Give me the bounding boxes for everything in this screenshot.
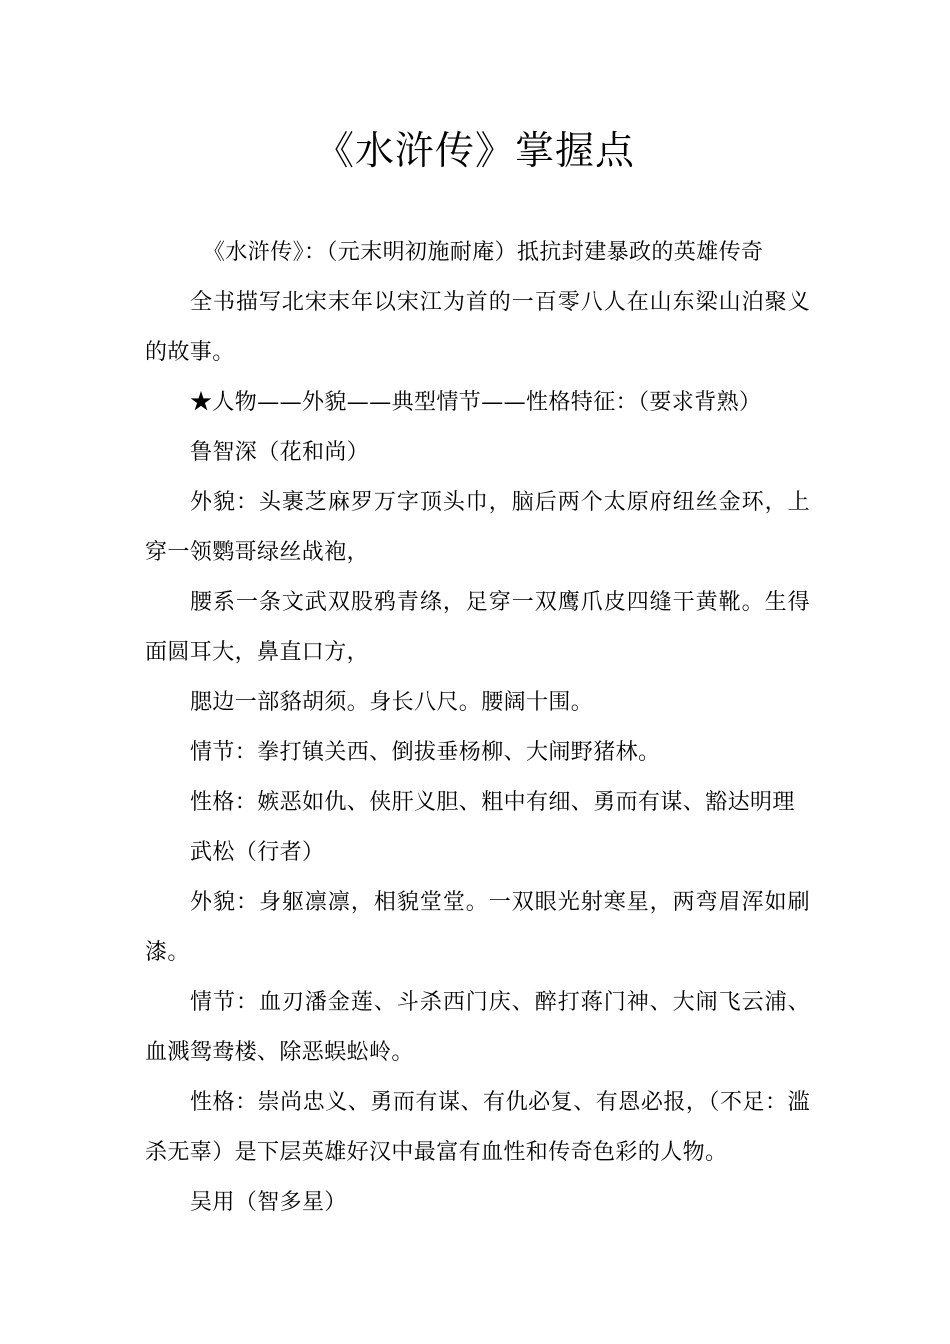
paragraph-plot: 情节：血刃潘金莲、斗杀西门庆、醉打蒋门神、大闹飞云浦、血溅鸳鸯楼、除恶蜈蚣岭。 [145,990,810,1065]
paragraph-plot: 情节：拳打镇关西、倒拔垂杨柳、大闹野猪林。 [190,740,661,765]
character-name-lu-zhishen: 鲁智深（花和尚） [190,440,370,465]
paragraph-personality: 性格：崇尚忠义、勇而有谋、有仇必复、有恩必报，（不足：滥杀无辜）是下层英雄好汉中最富有血性和传奇色彩的人物。 [145,1090,810,1165]
paragraph-summary: 全书描写北宋末年以宋江为首的一百零八人在山东梁山泊聚义的故事。 [145,290,810,365]
paragraph-appearance: 外貌：身躯凛凛，相貌堂堂。一双眼光射寒星，两弯眉浑如刷漆。 [145,890,810,965]
character-name-wu-yong: 吴用（智多星） [190,1190,347,1215]
paragraph-appearance-cont: 腰系一条文武双股鸦青绦，足穿一双鹰爪皮四缝干黄靴。生得面圆耳大，鼻直口方， [145,590,810,665]
paragraph-section-heading: ★人物——外貌——典型情节——性格特征：（要求背熟） [190,390,762,415]
character-name-wu-song: 武松（行者） [190,840,325,865]
paragraph-appearance: 外貌：头裹芝麻罗万字顶头巾，脑后两个太原府纽丝金环，上穿一领鹦哥绿丝战袍， [145,490,810,565]
document-title: 《水浒传》掌握点 [314,129,635,174]
paragraph-intro: 《水浒传》：（元末明初施耐庵）抵抗封建暴政的英雄传奇 [203,240,764,265]
document-body [145,228,810,1228]
paragraph-personality: 性格：嫉恶如仇、侠肝义胆、粗中有细、勇而有谋、豁达明理 [190,790,795,815]
paragraph-appearance-cont: 腮边一部貉胡须。身长八尺。腰阔十围。 [190,690,594,715]
